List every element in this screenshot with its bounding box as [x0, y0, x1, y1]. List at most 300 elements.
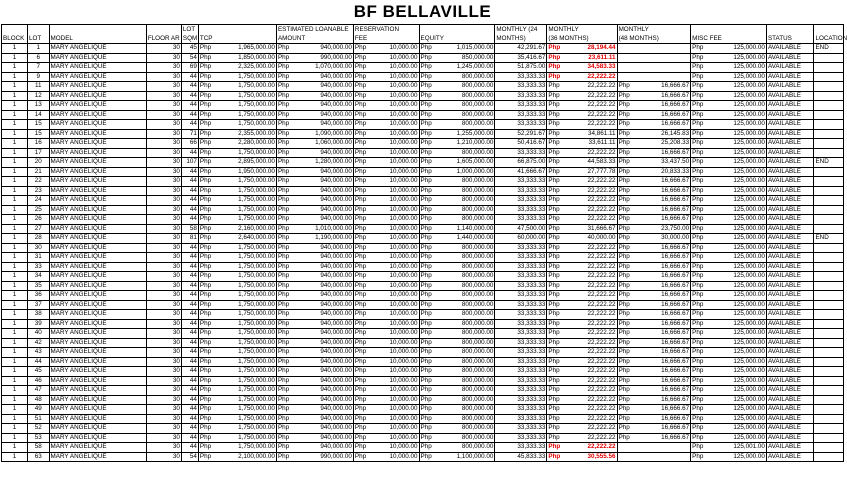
cell-currency: Php — [547, 177, 569, 187]
cell-currency: Php — [198, 262, 220, 272]
cell-location — [814, 177, 844, 187]
cell-monthly-36: 30,555.56 — [568, 452, 617, 462]
cell-floor-area: 30 — [146, 272, 181, 282]
cell-reservation: 10,000.00 — [375, 129, 419, 139]
cell-location — [814, 110, 844, 120]
cell-currency: Php — [353, 53, 375, 63]
cell-model: MARY ANGELIQUE — [49, 82, 146, 92]
cell-location — [814, 205, 844, 215]
cell-currency: Php — [353, 158, 375, 168]
cell-reservation: 10,000.00 — [375, 300, 419, 310]
cell-monthly-48: 23,750.00 — [639, 224, 691, 234]
cell-currency: Php — [276, 196, 298, 206]
cell-misc-fee: 125,000.00 — [712, 101, 766, 111]
cell-equity: 800,000.00 — [441, 101, 495, 111]
cell-lot-sqm: 66 — [181, 139, 198, 149]
cell-status: AVAILABLE — [766, 177, 814, 187]
cell-model: MARY ANGELIQUE — [49, 272, 146, 282]
cell-currency: Php — [353, 129, 375, 139]
cell-lot-sqm: 54 — [181, 452, 198, 462]
cell-floor-area: 30 — [146, 224, 181, 234]
cell-currency: Php — [276, 205, 298, 215]
cell-equity: 800,000.00 — [441, 414, 495, 424]
table-row — [2, 376, 844, 386]
cell-currency: Php — [617, 243, 639, 253]
cell-status: AVAILABLE — [766, 300, 814, 310]
cell-monthly-36: 22,222.22 — [568, 310, 617, 320]
cell-reservation: 10,000.00 — [375, 224, 419, 234]
cell-reservation: 10,000.00 — [375, 405, 419, 415]
cell-status: AVAILABLE — [766, 395, 814, 405]
cell-status: AVAILABLE — [766, 405, 814, 415]
cell-lot-sqm: 44 — [181, 319, 198, 329]
cell-currency: Php — [617, 405, 639, 415]
cell-currency: Php — [276, 82, 298, 92]
cell-currency: Php — [691, 310, 713, 320]
cell-currency: Php — [276, 272, 298, 282]
cell-status: AVAILABLE — [766, 44, 814, 54]
cell-model: MARY ANGELIQUE — [49, 405, 146, 415]
cell-status: AVAILABLE — [766, 158, 814, 168]
cell-currency: Php — [353, 272, 375, 282]
cell-tcp: 1,750,000.00 — [220, 386, 277, 396]
cell-reservation: 10,000.00 — [375, 253, 419, 263]
cell-lot-sqm: 44 — [181, 120, 198, 130]
cell-lot-sqm: 44 — [181, 243, 198, 253]
cell-reservation: 10,000.00 — [375, 53, 419, 63]
cell-currency: Php — [353, 139, 375, 149]
cell-currency: Php — [547, 329, 569, 339]
cell-currency: Php — [547, 91, 569, 101]
cell-tcp: 2,895,000.00 — [220, 158, 277, 168]
cell-misc-fee: 125,000.00 — [712, 367, 766, 377]
cell-currency: Php — [353, 414, 375, 424]
cell-currency: Php — [547, 319, 569, 329]
cell-loanable: 940,000.00 — [298, 272, 353, 282]
cell-location — [814, 357, 844, 367]
table-row — [2, 443, 844, 453]
cell-location — [814, 405, 844, 415]
cell-reservation: 10,000.00 — [375, 443, 419, 453]
cell-lot-sqm: 44 — [181, 167, 198, 177]
table-row — [2, 310, 844, 320]
cell-location — [814, 272, 844, 282]
cell-model: MARY ANGELIQUE — [49, 129, 146, 139]
cell-monthly-24: 33,333.33 — [495, 281, 547, 291]
cell-currency: Php — [547, 44, 569, 54]
cell-floor-area: 30 — [146, 205, 181, 215]
cell-location — [814, 291, 844, 301]
header-tcp: TCP — [198, 34, 276, 44]
cell-location — [814, 300, 844, 310]
cell-monthly-48: 16,666.67 — [639, 395, 691, 405]
cell-model: MARY ANGELIQUE — [49, 53, 146, 63]
table-row — [2, 205, 844, 215]
cell-monthly-48: 16,666.67 — [639, 357, 691, 367]
cell-currency: Php — [547, 357, 569, 367]
header-m48-top: MONTHLY — [617, 25, 691, 35]
cell-monthly-36: 31,666.67 — [568, 224, 617, 234]
cell-monthly-24: 52,291.67 — [495, 129, 547, 139]
cell-tcp: 1,750,000.00 — [220, 253, 277, 263]
cell-currency: Php — [419, 139, 441, 149]
table-body — [2, 44, 844, 462]
cell-equity: 800,000.00 — [441, 424, 495, 434]
table-row — [2, 367, 844, 377]
cell-monthly-48: 16,666.67 — [639, 262, 691, 272]
cell-currency: Php — [198, 158, 220, 168]
cell-currency: Php — [691, 148, 713, 158]
cell-floor-area: 30 — [146, 167, 181, 177]
cell-misc-fee: 125,000.00 — [712, 357, 766, 367]
cell-equity: 1,210,000.00 — [441, 139, 495, 149]
cell-currency: Php — [276, 300, 298, 310]
cell-block: 1 — [2, 253, 28, 263]
cell-monthly-24: 33,333.33 — [495, 82, 547, 92]
cell-monthly-24: 33,333.33 — [495, 338, 547, 348]
cell-currency: Php — [617, 177, 639, 187]
cell-currency: Php — [691, 253, 713, 263]
header-lot-sqm-bottom: SQM — [182, 34, 198, 42]
cell-currency: Php — [547, 300, 569, 310]
cell-currency: Php — [353, 262, 375, 272]
cell-monthly-36: 22,222.22 — [568, 120, 617, 130]
cell-currency: Php — [617, 253, 639, 263]
cell-loanable: 940,000.00 — [298, 414, 353, 424]
cell-lot-sqm: 44 — [181, 148, 198, 158]
cell-monthly-36: 22,222.22 — [568, 367, 617, 377]
cell-loanable: 940,000.00 — [298, 253, 353, 263]
cell-currency: Php — [276, 120, 298, 130]
cell-currency: Php — [691, 196, 713, 206]
cell-misc-fee: 125,000.00 — [712, 338, 766, 348]
cell-lot-sqm: 81 — [181, 234, 198, 244]
cell-floor-area: 30 — [146, 253, 181, 263]
cell-currency: Php — [617, 129, 639, 139]
cell-floor-area: 30 — [146, 348, 181, 358]
cell-equity: 800,000.00 — [441, 120, 495, 130]
cell-misc-fee: 125,000.00 — [712, 376, 766, 386]
cell-monthly-36: 22,222.22 — [568, 395, 617, 405]
cell-currency: Php — [276, 376, 298, 386]
cell-currency: Php — [617, 262, 639, 272]
cell-currency: Php — [617, 110, 639, 120]
cell-floor-area: 30 — [146, 414, 181, 424]
table-row — [2, 414, 844, 424]
cell-equity: 800,000.00 — [441, 272, 495, 282]
cell-currency: Php — [419, 281, 441, 291]
cell-monthly-36: 22,222.22 — [568, 72, 617, 82]
cell-monthly-48 — [639, 53, 691, 63]
cell-loanable: 940,000.00 — [298, 205, 353, 215]
cell-monthly-24: 35,416.67 — [495, 53, 547, 63]
cell-currency: Php — [691, 186, 713, 196]
cell-status: AVAILABLE — [766, 291, 814, 301]
cell-equity: 800,000.00 — [441, 310, 495, 320]
cell-lot: 27 — [28, 224, 50, 234]
cell-currency: Php — [547, 120, 569, 130]
cell-loanable: 940,000.00 — [298, 243, 353, 253]
cell-status: AVAILABLE — [766, 243, 814, 253]
cell-floor-area: 30 — [146, 357, 181, 367]
cell-monthly-24: 33,333.33 — [495, 186, 547, 196]
cell-reservation: 10,000.00 — [375, 110, 419, 120]
cell-currency: Php — [547, 243, 569, 253]
cell-monthly-24: 33,333.33 — [495, 386, 547, 396]
cell-monthly-24: 33,333.33 — [495, 433, 547, 443]
cell-currency: Php — [617, 158, 639, 168]
header-misc-fee: MISC FEE — [691, 34, 767, 44]
cell-currency: Php — [419, 63, 441, 73]
cell-monthly-24: 45,833.33 — [495, 452, 547, 462]
cell-tcp: 1,750,000.00 — [220, 177, 277, 187]
cell-loanable: 990,000.00 — [298, 452, 353, 462]
cell-monthly-24: 33,333.33 — [495, 110, 547, 120]
cell-currency: Php — [198, 357, 220, 367]
cell-currency: Php — [353, 291, 375, 301]
cell-tcp: 1,750,000.00 — [220, 310, 277, 320]
page-title: BF BELLAVILLE — [353, 2, 492, 21]
cell-block: 1 — [2, 395, 28, 405]
table-row — [2, 82, 844, 92]
cell-block: 1 — [2, 196, 28, 206]
cell-currency: Php — [419, 367, 441, 377]
cell-currency: Php — [276, 158, 298, 168]
cell-equity: 800,000.00 — [441, 72, 495, 82]
cell-currency: Php — [198, 215, 220, 225]
cell-model: MARY ANGELIQUE — [49, 329, 146, 339]
cell-lot-sqm: 44 — [181, 262, 198, 272]
cell-block: 1 — [2, 452, 28, 462]
cell-monthly-24: 33,333.33 — [495, 243, 547, 253]
cell-monthly-36: 22,222.22 — [568, 82, 617, 92]
cell-currency: Php — [419, 262, 441, 272]
cell-misc-fee: 125,000.00 — [712, 452, 766, 462]
cell-monthly-24: 33,333.33 — [495, 91, 547, 101]
table-row — [2, 272, 844, 282]
cell-currency: Php — [353, 44, 375, 54]
cell-currency: Php — [419, 443, 441, 453]
cell-tcp: 1,965,000.00 — [220, 44, 277, 54]
cell-loanable: 940,000.00 — [298, 357, 353, 367]
cell-currency: Php — [547, 452, 569, 462]
cell-currency: Php — [547, 405, 569, 415]
cell-currency: Php — [419, 395, 441, 405]
cell-loanable: 940,000.00 — [298, 177, 353, 187]
cell-block: 1 — [2, 167, 28, 177]
cell-location — [814, 367, 844, 377]
cell-monthly-36: 33,611.11 — [568, 139, 617, 149]
cell-reservation: 10,000.00 — [375, 167, 419, 177]
cell-currency: Php — [419, 253, 441, 263]
cell-location — [814, 139, 844, 149]
cell-location — [814, 348, 844, 358]
cell-monthly-24: 33,333.33 — [495, 253, 547, 263]
cell-equity: 1,100,000.00 — [441, 452, 495, 462]
cell-misc-fee: 125,000.00 — [712, 148, 766, 158]
cell-floor-area: 30 — [146, 262, 181, 272]
cell-currency: Php — [547, 101, 569, 111]
cell-monthly-36: 22,222.22 — [568, 329, 617, 339]
cell-equity: 800,000.00 — [441, 357, 495, 367]
cell-currency: Php — [353, 186, 375, 196]
table-row — [2, 329, 844, 339]
header-model: MODEL — [49, 34, 146, 44]
cell-currency: Php — [198, 319, 220, 329]
cell-currency: Php — [691, 139, 713, 149]
cell-status: AVAILABLE — [766, 272, 814, 282]
cell-currency: Php — [353, 101, 375, 111]
cell-tcp: 1,750,000.00 — [220, 319, 277, 329]
cell-currency — [617, 63, 639, 73]
cell-tcp: 1,750,000.00 — [220, 262, 277, 272]
cell-misc-fee: 125,000.00 — [712, 215, 766, 225]
cell-monthly-24: 33,333.33 — [495, 443, 547, 453]
cell-status: AVAILABLE — [766, 53, 814, 63]
cell-monthly-48: 30,000.00 — [639, 234, 691, 244]
cell-currency: Php — [276, 405, 298, 415]
cell-currency: Php — [691, 234, 713, 244]
cell-currency: Php — [198, 63, 220, 73]
header-floor-area: FLOOR AR — [147, 34, 180, 42]
table-row — [2, 148, 844, 158]
cell-currency: Php — [353, 319, 375, 329]
cell-monthly-24: 33,333.33 — [495, 300, 547, 310]
cell-tcp: 2,280,000.00 — [220, 139, 277, 149]
table-row — [2, 253, 844, 263]
cell-lot: 48 — [28, 395, 50, 405]
cell-lot-sqm: 44 — [181, 443, 198, 453]
cell-lot-sqm: 44 — [181, 348, 198, 358]
cell-currency: Php — [547, 376, 569, 386]
cell-monthly-24: 50,416.67 — [495, 139, 547, 149]
cell-currency: Php — [353, 443, 375, 453]
cell-currency: Php — [547, 395, 569, 405]
cell-loanable: 940,000.00 — [298, 433, 353, 443]
cell-reservation: 10,000.00 — [375, 338, 419, 348]
cell-model: MARY ANGELIQUE — [49, 281, 146, 291]
cell-floor-area: 30 — [146, 196, 181, 206]
cell-location — [814, 424, 844, 434]
cell-currency: Php — [198, 72, 220, 82]
cell-floor-area: 30 — [146, 405, 181, 415]
cell-currency: Php — [353, 405, 375, 415]
cell-model: MARY ANGELIQUE — [49, 120, 146, 130]
cell-monthly-48: 16,666.67 — [639, 253, 691, 263]
header-equity: EQUITY — [419, 34, 495, 44]
table-row — [2, 129, 844, 139]
cell-monthly-36: 34,861.11 — [568, 129, 617, 139]
cell-floor-area: 30 — [146, 110, 181, 120]
cell-currency: Php — [691, 329, 713, 339]
cell-loanable: 940,000.00 — [298, 167, 353, 177]
cell-reservation: 10,000.00 — [375, 205, 419, 215]
header-m36-bottom: (36 MONTHS) — [547, 34, 617, 44]
cell-currency: Php — [547, 348, 569, 358]
cell-monthly-48 — [639, 44, 691, 54]
cell-reservation: 10,000.00 — [375, 376, 419, 386]
cell-status: AVAILABLE — [766, 281, 814, 291]
cell-monthly-48: 16,666.67 — [639, 281, 691, 291]
cell-reservation: 10,000.00 — [375, 262, 419, 272]
cell-monthly-36: 22,222.22 — [568, 281, 617, 291]
cell-monthly-36: 22,222.22 — [568, 91, 617, 101]
cell-equity: 1,255,000.00 — [441, 129, 495, 139]
cell-lot-sqm: 54 — [181, 53, 198, 63]
cell-monthly-48: 16,666.67 — [639, 433, 691, 443]
cell-lot: 42 — [28, 338, 50, 348]
cell-floor-area: 30 — [146, 215, 181, 225]
cell-lot: 11 — [28, 82, 50, 92]
cell-model: MARY ANGELIQUE — [49, 91, 146, 101]
cell-loanable: 990,000.00 — [298, 53, 353, 63]
cell-model: MARY ANGELIQUE — [49, 367, 146, 377]
cell-block: 1 — [2, 110, 28, 120]
cell-currency: Php — [276, 234, 298, 244]
cell-monthly-48: 16,666.67 — [639, 329, 691, 339]
cell-model: MARY ANGELIQUE — [49, 63, 146, 73]
cell-lot: 63 — [28, 452, 50, 462]
cell-equity: 800,000.00 — [441, 262, 495, 272]
cell-model: MARY ANGELIQUE — [49, 262, 146, 272]
cell-currency: Php — [198, 243, 220, 253]
cell-model: MARY ANGELIQUE — [49, 148, 146, 158]
cell-currency: Php — [691, 395, 713, 405]
cell-currency: Php — [419, 376, 441, 386]
cell-tcp: 2,100,000.00 — [220, 452, 277, 462]
table-row — [2, 167, 844, 177]
cell-block: 1 — [2, 300, 28, 310]
cell-tcp: 1,950,000.00 — [220, 167, 277, 177]
cell-currency: Php — [617, 186, 639, 196]
cell-lot-sqm: 44 — [181, 196, 198, 206]
cell-currency: Php — [276, 357, 298, 367]
cell-location — [814, 281, 844, 291]
cell-model: MARY ANGELIQUE — [49, 205, 146, 215]
cell-currency: Php — [547, 186, 569, 196]
cell-currency: Php — [547, 234, 569, 244]
table-row — [2, 63, 844, 73]
cell-currency: Php — [353, 281, 375, 291]
cell-reservation: 10,000.00 — [375, 367, 419, 377]
cell-lot-sqm: 44 — [181, 386, 198, 396]
cell-lot-sqm: 44 — [181, 186, 198, 196]
cell-currency: Php — [419, 386, 441, 396]
cell-loanable: 940,000.00 — [298, 110, 353, 120]
cell-currency: Php — [691, 205, 713, 215]
cell-currency: Php — [617, 120, 639, 130]
cell-model: MARY ANGELIQUE — [49, 167, 146, 177]
cell-lot: 9 — [28, 72, 50, 82]
cell-lot-sqm: 44 — [181, 338, 198, 348]
cell-status: AVAILABLE — [766, 224, 814, 234]
cell-equity: 800,000.00 — [441, 300, 495, 310]
cell-block: 1 — [2, 234, 28, 244]
cell-monthly-36: 44,583.33 — [568, 158, 617, 168]
cell-currency: Php — [617, 139, 639, 149]
cell-monthly-36: 22,222.22 — [568, 338, 617, 348]
cell-currency: Php — [198, 338, 220, 348]
cell-location — [814, 414, 844, 424]
cell-currency: Php — [419, 414, 441, 424]
cell-monthly-48: 16,666.67 — [639, 414, 691, 424]
cell-currency: Php — [419, 148, 441, 158]
cell-reservation: 10,000.00 — [375, 215, 419, 225]
cell-currency: Php — [198, 414, 220, 424]
cell-currency: Php — [276, 243, 298, 253]
cell-loanable: 940,000.00 — [298, 395, 353, 405]
cell-currency: Php — [547, 224, 569, 234]
